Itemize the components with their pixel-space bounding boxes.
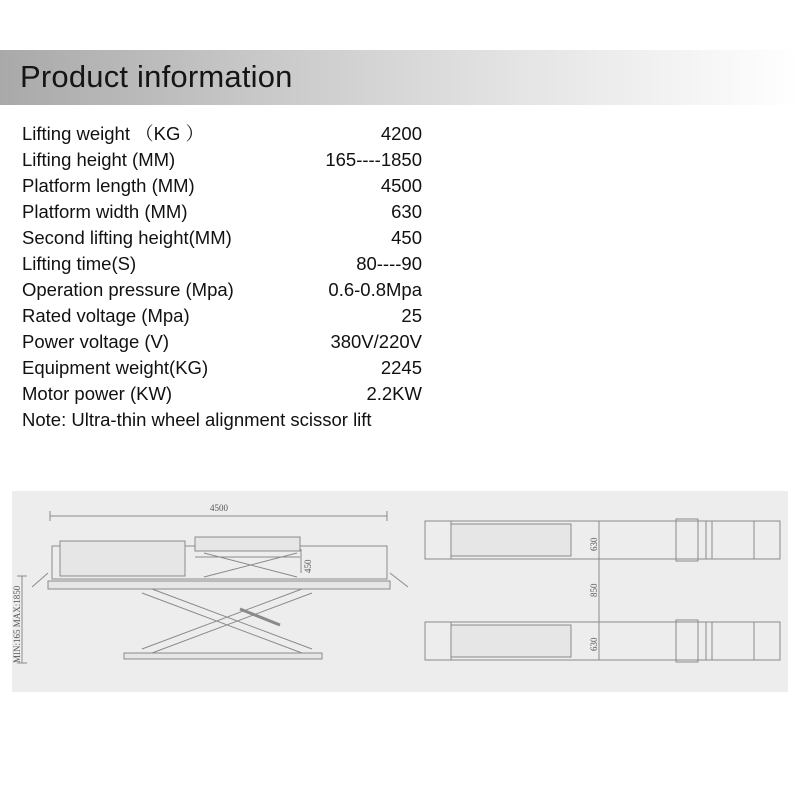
technical-drawing: [12, 491, 788, 692]
spec-label: Lifting height (MM): [22, 149, 176, 170]
spec-row-lifting-weight: [22, 121, 422, 147]
spec-label: Second lifting height(MM): [22, 227, 232, 248]
spec-label: Lifting weight （KG ）: [22, 123, 204, 144]
spec-row-rated-voltage: [22, 303, 422, 329]
spec-label: Platform width (MM): [22, 201, 188, 222]
spec-row-platform-length: [22, 173, 422, 199]
spec-row-operation-pressure: [22, 277, 422, 303]
dim-label-width-bottom: 630: [589, 637, 599, 651]
dim-label-gap: 850: [589, 583, 599, 597]
page-title: Product information: [20, 59, 293, 94]
spec-row-second-lifting-height: [22, 225, 422, 251]
spec-row-power-voltage: [22, 329, 422, 355]
spec-value: 4500: [380, 175, 422, 196]
spec-row-lifting-height: [22, 147, 422, 173]
spec-row-motor-power: [22, 381, 422, 407]
spec-label: Power voltage (V): [22, 331, 170, 352]
spec-label: Rated voltage (Mpa): [22, 305, 190, 326]
spec-value: 2245: [380, 357, 422, 378]
spec-row-lifting-time: [22, 251, 422, 277]
spec-label: Lifting time(S): [22, 253, 137, 274]
spec-table: [22, 121, 422, 407]
technical-drawing-svg: [12, 491, 788, 692]
dim-label-width-top: 630: [589, 537, 599, 551]
dim-label-height-range: MIN:165 MAX:1850: [12, 585, 22, 663]
spec-label: Platform length (MM): [22, 175, 195, 196]
spec-value: 0.6-0.8Mpa: [328, 279, 422, 300]
spec-value: 2.2KW: [366, 383, 422, 404]
spec-value: 450: [391, 227, 422, 248]
product-note: Note: Ultra-thin wheel alignment scissor lift: [22, 409, 372, 430]
spec-label: Equipment weight(KG): [22, 357, 209, 378]
spec-value: 165----1850: [325, 149, 422, 170]
header-band: [0, 50, 800, 105]
spec-row-equipment-weight: [22, 355, 422, 381]
spec-value: 80----90: [356, 253, 422, 274]
top-view-drawing: [425, 519, 780, 662]
side-view-drawing: [17, 511, 408, 663]
spec-row-platform-width: [22, 199, 422, 225]
spec-value: 25: [401, 305, 422, 326]
spec-label: Operation pressure (Mpa): [22, 279, 234, 300]
dim-label-length: 4500: [210, 503, 228, 513]
spec-label: Motor power (KW): [22, 383, 173, 404]
spec-value: 380V/220V: [330, 331, 422, 352]
dim-label-second-lift: 450: [303, 559, 313, 573]
spec-value: 630: [391, 201, 422, 222]
spec-value: 4200: [380, 123, 422, 144]
